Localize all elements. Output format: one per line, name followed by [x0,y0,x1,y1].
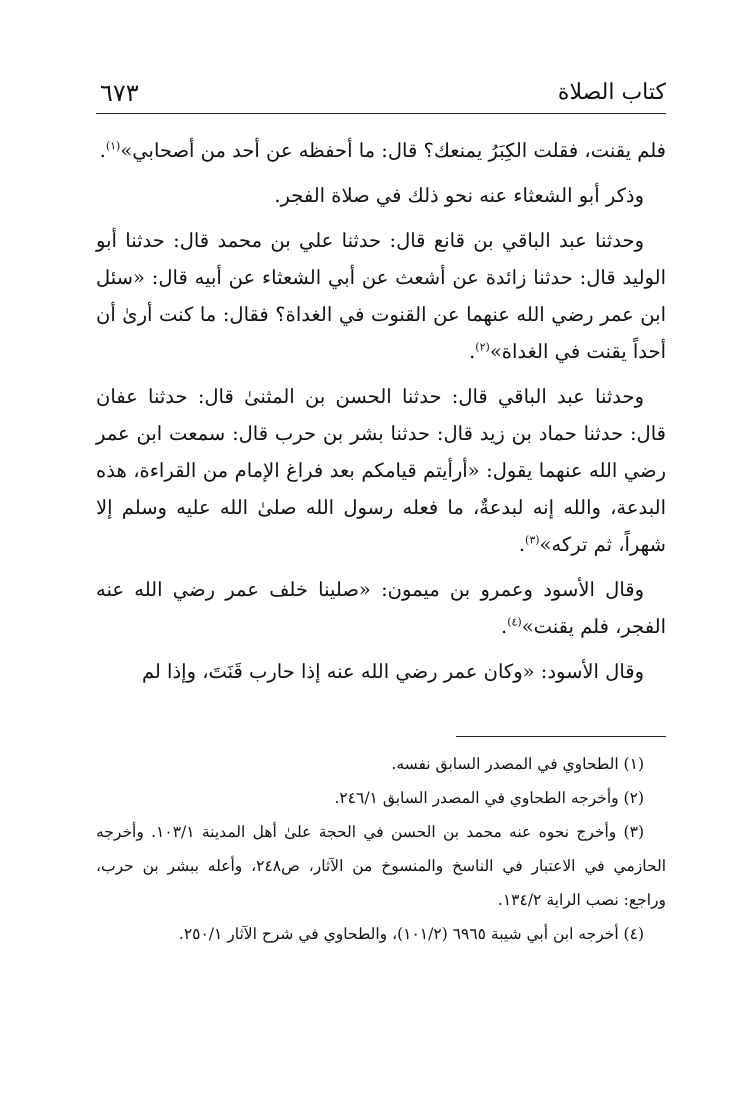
paragraph-text: وقال الأسود: «وكان عمر رضي الله عنه إذا حارب قَنَتَ، وإذا لم [141,660,644,683]
paragraph [96,222,666,370]
main-text [96,132,666,690]
paragraph [96,378,666,563]
paragraph-tail: . [518,533,526,556]
footnote: (٢) وأخرجه الطحاوي في المصدر السابق ٢٤٦/١. [334,789,644,807]
paragraph-tail: . [501,615,508,638]
paragraph-tail: . [469,340,476,363]
book-page [96,70,666,1070]
footnote: (١) الطحاوي في المصدر السابق نفسه. [391,755,644,773]
paragraph-text: وحدثنا عبد الباقي قال: حدثنا الحسن بن المثنىٰ قال: حدثنا عفان قال: حدثنا حماد بن زيد قال: حدثنا بشر بن حرب قال: سمعت ابن عمر رضي الله عنهما يقول: «أرأيتم قيامكم بعد فراغ الإمام من القراءة، هذه البدعة، والله إنه لبدعةٌ، ما فعله رسول الله صلىٰ الله عليه وسلم إلا شهراً، ثم تركه» [96,385,666,556]
footnote-separator [456,736,666,737]
footnote: (٣) وأخرج نحوه عنه محمد بن الحسن في الحجة علىٰ أهل المدينة ١٠٣/١. وأخرجه الحازمي في الاعتبار في الناسخ والمنسوخ من الآثار، ص٢٤٨، وأعله ببشر بن حرب، وراجع: نصب الراية ١٣٤/٢. [96,823,667,909]
footnotes [96,747,666,951]
page-number: ٦٧٣ [100,79,139,107]
footnote-ref: (٣) [525,533,540,547]
paragraph-tail: . [99,139,106,162]
paragraph-text: وقال الأسود وعمرو بن ميمون: «صلينا خلف عمر رضي الله عنه الفجر، فلم يقنت» [96,578,666,638]
paragraph [96,571,666,645]
page-header [96,70,666,114]
footnote-ref: (٢) [475,340,490,354]
footnote: (٤) أخرجه ابن أبي شيبة ٦٩٦٥ (١٠١/٢)، والطحاوي في شرح الآثار ٢٥٠/١. [178,925,644,943]
paragraph-text: وحدثنا عبد الباقي بن قانع قال: حدثنا علي بن محمد قال: حدثنا أبو الوليد قال: حدثنا زائدة عن أشعث عن أبي الشعثاء عن أبيه قال: «سئل ابن عمر رضي الله عنهما عن القنوت في الغداة؟ فقال: ما كنت أرىٰ أن أحداً يقنت في الغداة» [96,229,666,363]
footnote-ref: (٤) [507,615,522,629]
paragraph [96,653,666,690]
paragraph-text: فلم يقنت، فقلت الكِبَرُ يمنعك؟ قال: ما أحفظه عن أحد من أصحابي» [120,139,666,162]
footnote-ref: (١) [105,139,121,153]
paragraph [96,132,666,169]
paragraph-text: وذكر أبو الشعثاء عنه نحو ذلك في صلاة الفجر. [274,184,644,207]
paragraph [96,177,666,214]
chapter-title: كتاب الصلاة [557,80,666,105]
